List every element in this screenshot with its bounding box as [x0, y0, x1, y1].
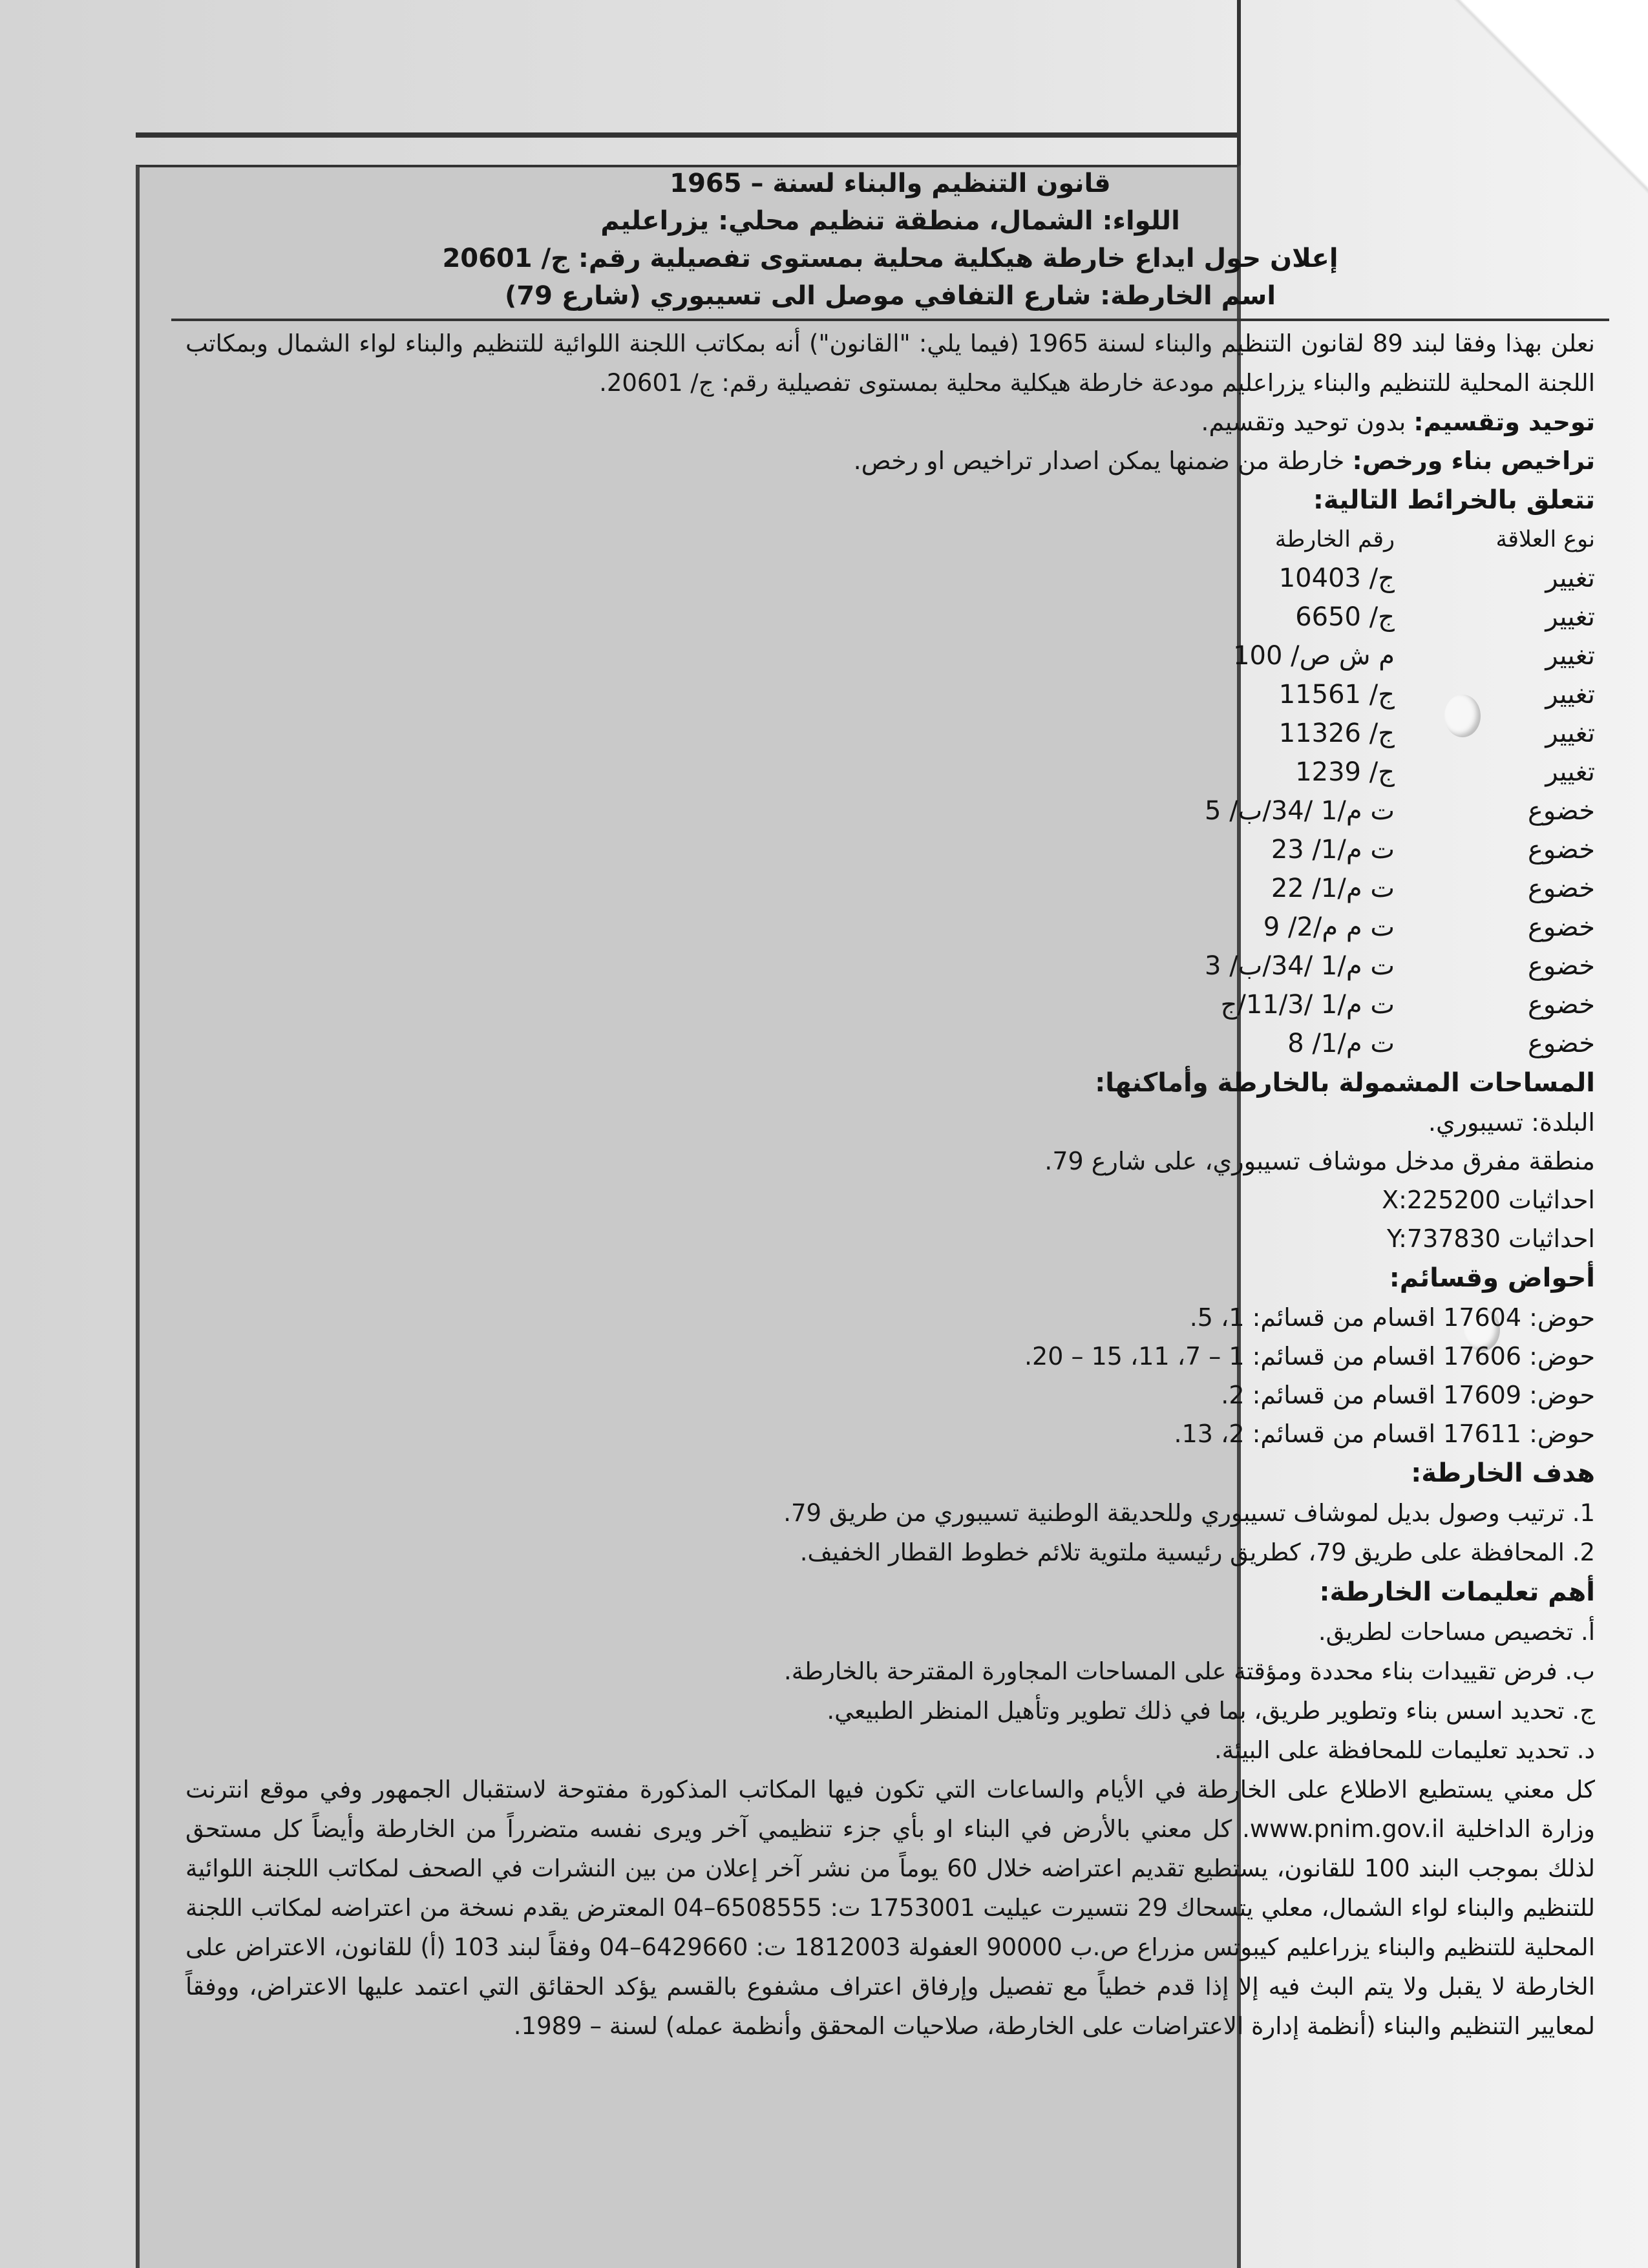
relation-row [185, 753, 1595, 792]
relations-header-row [185, 520, 1595, 559]
relation-map: ت م/1/ 8 [1287, 1029, 1395, 1058]
relation-row [185, 908, 1595, 947]
permits-value: خارطة من ضمنها يمكن اصدار تراخيص او رخص. [853, 446, 1345, 475]
relation-map: ت م م/2/ 9 [1263, 912, 1395, 942]
relation-map: ج/ 10403 [1278, 563, 1395, 593]
relation-type: خضوع [1528, 990, 1595, 1020]
relation-type: تغيير [1545, 719, 1595, 748]
parcels-title: أحواض وقسائم: [1389, 1263, 1595, 1293]
relation-map: م ش ص/ 100 [1233, 641, 1395, 671]
relation-type: تغيير [1545, 602, 1595, 632]
instruction-item: د. تحديد تعليمات للمحافظة على البيئة. [1214, 1736, 1595, 1764]
intro-paragraph: نعلن بهذا وفقا لبند 89 لقانون التنظيم والبناء لسنة 1965 (فيما يلي: "القانون") أنه بمكاتب اللجنة اللوائية للتنظيم والبناء لواء الشمال وبمكاتب اللجنة المحلية للتنظيم والبناء يزراعليم مودعة خارطة هيكلية محلية بمستوى تفصيلية رقم: ج/ 20601. [185, 330, 1595, 397]
relation-type: خضوع [1528, 1029, 1595, 1058]
relation-type: تغيير [1545, 641, 1595, 671]
law-title: قانون التنظيم والبناء لسنة – 1965 [670, 169, 1111, 198]
relation-row [185, 985, 1595, 1024]
relation-row [185, 714, 1595, 753]
instruction-item: ب. فرض تقييدات بناء محددة ومؤقتة على المساحات المجاورة المقترحة بالخارطة. [784, 1657, 1595, 1685]
parcel-item: حوض: 17604 اقسام من قسائم: 1، 5. [1189, 1303, 1595, 1332]
relation-type: تغيير [1545, 680, 1595, 709]
notice-header [145, 165, 1635, 2046]
relation-row [185, 830, 1595, 869]
relation-map: ت م/1 /34/ب/ 3 [1205, 951, 1395, 981]
relation-row [185, 675, 1595, 714]
header-divider [171, 319, 1609, 321]
col-relation-type: نوع العلاقة [1495, 527, 1595, 552]
instructions-title: أهم تعليمات الخارطة: [1319, 1577, 1595, 1607]
relation-row [185, 598, 1595, 636]
town-line: البلدة: تسيبوري. [1428, 1108, 1595, 1137]
relation-map: ت م/1/ 23 [1271, 835, 1395, 865]
map-name: اسم الخارطة: شارع التفافي موصل الى تسيبوري (شارع 79) [504, 281, 1276, 311]
closing-paragraph: كل معني يستطيع الاطلاع على الخارطة في الأيام والساعات التي تكون فيها المكاتب المذكورة مفتوحة لاستقبال الجمهور وفي موقع انترنت وزارة الداخلية www.pnim.gov.il. كل معني بالأرض في البناء او بأي جزء تنظيمي آخر ويرى نفسه متضرراً من الخارطة وأيضاً كل مستحق لذلك بموجب البند 100 للقانون، يستطيع تقديم اعتراضه خلال 60 يوماً من نشر آخر إعلان من بين النشرات في الصحف لمكاتب اللجنة اللوائية للتنظيم والبناء لواء الشمال، معلي يتسحاك 29 نتسيرت عيليت 1753001 ت: 6508555–04 المعترض يقدم نسخة من اعتراضه لمكاتب اللجنة المحلية للتنظيم والبناء يزراعليم كيبوتس مزراع ص.ب 90000 العفولة 1812003 ت: 6429660–04 وفقاً لبند 103 (أ) للقانون، الاعتراض على الخارطة لا يقبل ولا يتم البث فيه إلا إذا قدم خطياً مع تفصيل وإرفاق اعتراف مشفوع بالقسم يؤكد الحقائق التي اعتمد عليها الاعتراض، ووفقاً لمعايير التنظيم والبناء (أنظمة إدارة الاعتراضات على الخارطة، صلاحيات المحقق وأنظمة عمله) لسنة – 1989. [185, 1776, 1596, 2040]
relation-row [185, 792, 1595, 830]
relation-row [185, 559, 1595, 598]
relation-type: خضوع [1528, 796, 1595, 826]
relation-type: خضوع [1528, 874, 1595, 903]
relation-map: ج/ 11326 [1278, 719, 1395, 748]
relations-title: تتعلق بالخرائط التالية: [1313, 485, 1595, 515]
areas-title: المساحات المشمولة بالخارطة وأماكنها: [1095, 1068, 1595, 1098]
district-line: اللواء: الشمال، منطقة تنظيم محلي: يزراعليم [600, 206, 1180, 236]
goal-item: 2. المحافظة على طريق 79، كطريق رئيسية ملتوية تلائم خطوط القطار الخفيف. [799, 1538, 1595, 1566]
goal-title: هدف الخارطة: [1411, 1458, 1595, 1488]
location-line: منطقة مفرق مدخل موشاف تسيبوري، على شارع 79. [1044, 1147, 1595, 1175]
relation-row [185, 636, 1595, 675]
instruction-item: أ. تخصيص مساحات لطريق. [1318, 1618, 1595, 1646]
relation-row [185, 869, 1595, 908]
relation-type: خضوع [1528, 951, 1595, 981]
relation-type: خضوع [1528, 835, 1595, 865]
parcel-item: حوض: 17611 اقسام من قسائم: 2، 13. [1174, 1420, 1595, 1448]
relation-map: ج/ 1239 [1295, 757, 1395, 787]
coord-x-line: احداثيات X:225200 [1382, 1186, 1595, 1214]
relation-map: ت م/1 /34/ب/ 5 [1205, 796, 1395, 826]
relation-type: خضوع [1528, 912, 1595, 942]
relation-map: ت م/1/ 22 [1271, 874, 1395, 903]
parcel-item: حوض: 17609 اقسام من قسائم: 2. [1221, 1381, 1595, 1409]
instruction-item: ج. تحديد اسس بناء وتطوير طريق، بما في ذلك تطوير وتأهيل المنظر الطبيعي. [827, 1697, 1595, 1725]
permits-label: تراخيص بناء ورخص: [1352, 446, 1595, 475]
relation-map: ت م/1 /11/3/ج [1220, 990, 1395, 1020]
unification-value: بدون توحيد وتقسيم. [1201, 408, 1406, 436]
goal-item: 1. ترتيب وصول بديل لموشاف تسيبوري وللحديقة الوطنية تسيبوري من طريق 79. [783, 1499, 1595, 1527]
unification-line [171, 403, 1609, 441]
col-map-number: رقم الخارطة [1274, 527, 1395, 552]
parcel-item: حوض: 17606 اقسام من قسائم: 1 – 7، 11، 15 – 20. [1024, 1342, 1595, 1370]
relations-table [171, 520, 1609, 1063]
relation-row [185, 1024, 1595, 1063]
permits-line [171, 441, 1609, 480]
relation-type: تغيير [1545, 757, 1595, 787]
relation-type: تغيير [1545, 563, 1595, 593]
relation-row [185, 947, 1595, 985]
unification-label: توحيد وتقسيم: [1413, 408, 1595, 436]
coord-y-line: احداثيات Y:737830 [1386, 1224, 1595, 1253]
notice-title: إعلان حول ايداع خارطة هيكلية محلية بمستوى تفصيلية رقم: ج/ 20601 [442, 244, 1338, 273]
relation-map: ج/ 11561 [1278, 680, 1395, 709]
notice-content [145, 0, 1635, 2268]
relation-map: ج/ 6650 [1295, 602, 1395, 632]
